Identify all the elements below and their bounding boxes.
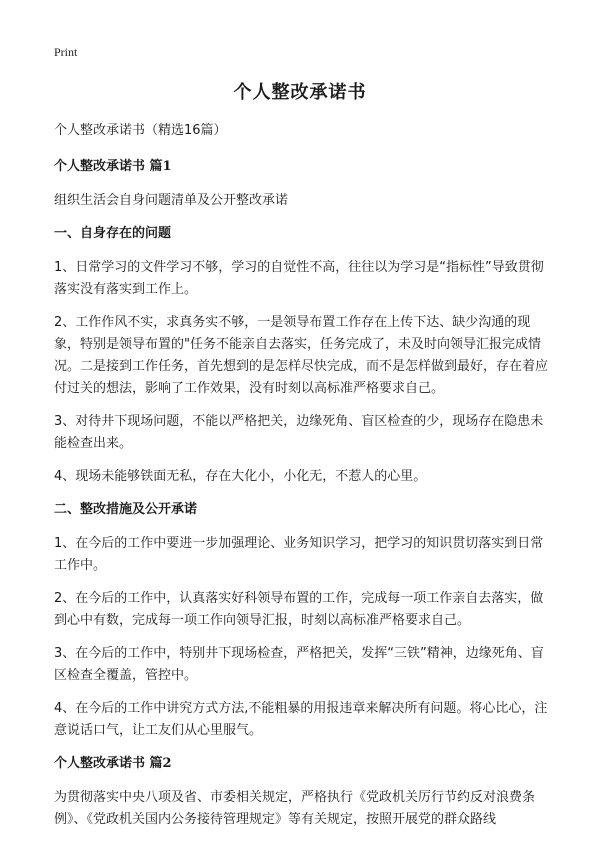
- document-body: [54, 120, 550, 842]
- article-intro: 组织生活会自身问题清单及公开整改承诺: [54, 193, 289, 208]
- article-intro: 为贯彻落实中央八项及省、市委相关规定，严格执行《党政机关厉行节约反对浪费条例》、《党政机关国内公务接待管理规定》等有关规定，按照开展党的群众路线: [54, 790, 536, 827]
- list-item: 3、对待井下现场问题，不能以严格把关，边缘死角、盲区检查的少，现场存在隐患未能检查出来。: [54, 414, 544, 451]
- document-subtitle: 个人整改承诺书（精选16篇）: [54, 123, 227, 138]
- list-item: 3、在今后的工作中，特别井下现场检查，严格把关，发挥“三铁”精神，边缘死角、盲区检查全覆盖，管控中。: [54, 646, 544, 683]
- list-item: 1、日常学习的文件学习不够，学习的自觉性不高，往往以为学习是“指标性”导致贯彻落实没有落实到工作上。: [54, 260, 544, 297]
- section-heading: 一、自身存在的问题: [54, 226, 172, 241]
- list-item: 2、工作作风不实，求真务实不够，一是领导布置工作存在上传下达、缺少沟通的现象，特别是领导布置的"任务不能亲自去落实，任务完成了，未及时向领导汇报完成情况。二是接到工作任务，首先想到的是怎样尽快完成，而不是怎样做到最好，存在着应付过关的想法，影响了工作效果，没有时刻以高标准严格要求自己。: [54, 315, 549, 396]
- list-item: 1、在今后的工作中要进一步加强理论、业务知识学习，把学习的知识贯切落实到日常工作中。: [54, 536, 544, 573]
- list-item: 2、在今后的工作中，认真落实好科领导布置的工作，完成每一项工作亲自去落实，做到心中有数，完成每一项工作向领导汇报，时刻以高标准严格要求自己。: [54, 591, 544, 628]
- list-item: 4、现场未能够铁面无私，存在大化小，小化无，不惹人的心里。: [54, 469, 427, 484]
- document-title: 个人整改承诺书: [233, 82, 367, 103]
- article-heading: 个人整改承诺书 篇2: [54, 756, 172, 771]
- list-item: 4、在今后的工作中讲究方式方法,不能粗暴的用报违章来解决所有问题。将心比心，注意说话口气，让工友们从心里服气。: [54, 701, 548, 738]
- section-heading: 二、整改措施及公开承诺: [54, 502, 198, 517]
- print-link[interactable]: Print: [54, 45, 78, 59]
- article-heading: 个人整改承诺书 篇1: [54, 159, 172, 174]
